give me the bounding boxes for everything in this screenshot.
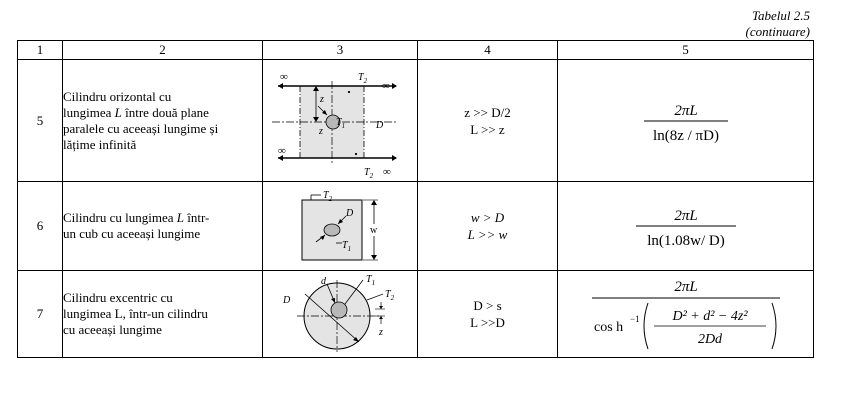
figure-eccentric-cylinder <box>275 272 405 356</box>
arrow-head <box>278 83 283 89</box>
T1-label: $T_1$ <box>342 240 352 253</box>
header-cell: 1 <box>18 41 63 60</box>
table-row <box>18 60 814 182</box>
formula-cell <box>558 271 814 358</box>
cylinder-circle <box>324 224 340 236</box>
condition-line: L >> w <box>467 227 508 242</box>
row-number: 7 <box>18 271 63 358</box>
figure-horizontal-cylinder <box>270 63 410 179</box>
z-label: z <box>379 327 383 338</box>
arrow-head <box>371 255 377 260</box>
header-cell: 2 <box>63 41 263 60</box>
table-caption-subtitle: (continuare) <box>745 24 810 39</box>
arrow-head <box>392 83 397 89</box>
desc-line: un cub cu aceeași lungime <box>63 226 201 241</box>
figure-cell <box>263 271 418 358</box>
desc-line: Cilindru excentric cu <box>63 290 173 305</box>
T2-label: $T_2$ <box>385 289 395 302</box>
table-row <box>18 182 814 271</box>
table-caption-title: Tabelul 2.5 <box>751 8 810 23</box>
desc-line: paralele cu aceeași lungime și <box>63 120 219 136</box>
header-cell: 5 <box>558 41 814 60</box>
formula-superscript: −1 <box>629 314 640 324</box>
desc-line: cu aceeași lungime <box>63 322 162 337</box>
header-row <box>18 41 814 60</box>
table-row <box>18 271 814 358</box>
row-description <box>63 182 263 271</box>
formula-denominator: ln(8z / πD) <box>652 127 719 144</box>
figure-cell <box>263 60 418 182</box>
header-cell: 4 <box>418 41 558 60</box>
condition-line: D > s <box>473 298 502 313</box>
left-paren <box>644 303 648 349</box>
formula-numerator: 2πL <box>673 208 698 224</box>
row-number: 5 <box>18 60 63 182</box>
infinity-label: ∞ <box>383 165 391 178</box>
desc-line: Cilindru orizontal cu <box>63 88 172 104</box>
z-label: z <box>319 125 323 137</box>
formula-shape-factor <box>586 274 786 354</box>
T2-label: $T_2$ <box>323 190 333 203</box>
condition-cell <box>418 271 558 358</box>
arrow-head <box>379 316 383 319</box>
row-description <box>63 271 263 358</box>
dot <box>348 90 350 92</box>
condition-line: z >> D/2 <box>464 104 511 120</box>
inner-circle <box>331 302 347 318</box>
condition-line: w > D <box>470 210 505 225</box>
z-label: z <box>320 93 324 105</box>
D-label: D <box>346 208 354 219</box>
arrow-head <box>379 306 383 309</box>
condition-cell <box>418 182 558 271</box>
formula-denominator: ln(1.08w/ D) <box>646 233 725 249</box>
w-label: w <box>370 225 378 236</box>
formula-numerator: 2πL <box>673 279 698 295</box>
arrow-head <box>371 200 377 205</box>
desc-line: lungimea L, într-un cilindru <box>63 306 208 321</box>
desc-line: lățime infinită <box>63 136 137 152</box>
row-number: 6 <box>18 182 63 271</box>
formula-cell <box>558 60 814 182</box>
header-cell: 3 <box>263 41 418 60</box>
formula-cosh: cos h <box>593 320 623 335</box>
condition-cell <box>418 60 558 182</box>
desc-line: lungimea L între două plane <box>63 104 209 120</box>
D-label: D <box>376 119 384 131</box>
row-description <box>63 60 263 182</box>
T1-label: $T_1$ <box>336 116 346 130</box>
desc-line: Cilindru cu lungimea L într- <box>63 210 210 225</box>
dot <box>355 152 357 154</box>
right-paren <box>772 303 776 349</box>
d-label: d <box>321 276 326 287</box>
condition-line: L >>D <box>470 315 505 330</box>
D-label: D <box>283 295 291 306</box>
T2-leader <box>367 294 383 300</box>
formula-cell <box>558 182 814 271</box>
formula-shape-factor <box>626 96 746 146</box>
figure-cylinder-in-cube <box>290 186 390 266</box>
T2-label: $T_2$ <box>358 71 368 85</box>
condition-line: L >> z <box>470 121 505 137</box>
T2-label: $T_2$ <box>364 166 374 179</box>
formula-numerator: 2πL <box>673 102 698 119</box>
figure-cell <box>263 182 418 271</box>
infinity-label: ∞ <box>382 79 390 92</box>
data-table <box>17 40 814 358</box>
T1-label: $T_1$ <box>366 274 376 287</box>
infinity-label: ∞ <box>278 144 286 157</box>
formula-shape-factor <box>621 201 751 251</box>
infinity-label: ∞ <box>280 70 288 83</box>
formula-inner-denominator: 2Dd <box>697 332 722 347</box>
formula-inner-numerator: D² + d² − 4z² <box>671 309 748 324</box>
arrow-head <box>392 155 397 161</box>
